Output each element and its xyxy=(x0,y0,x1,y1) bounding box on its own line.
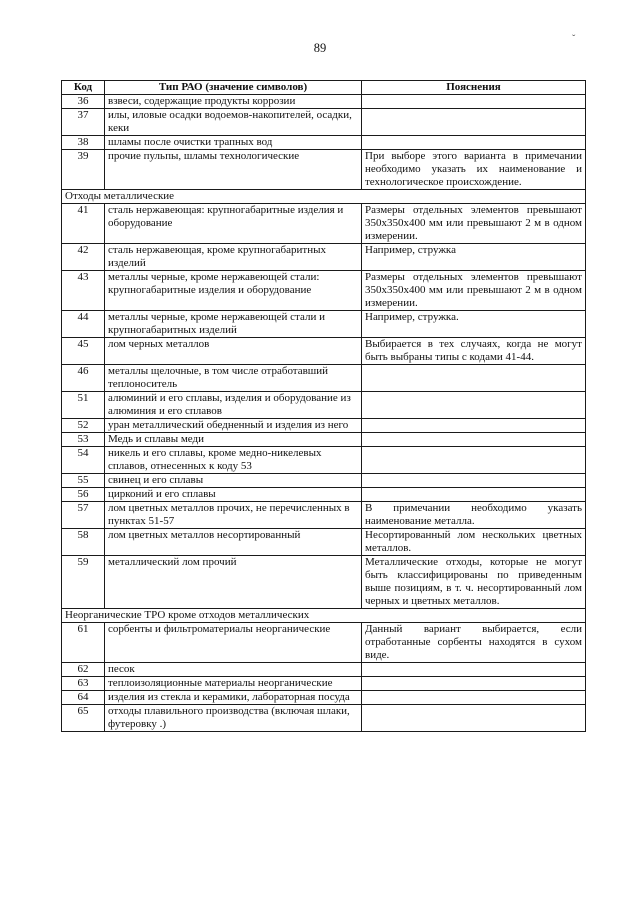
code-cell: 62 xyxy=(62,663,105,677)
type-cell: лом цветных металлов несортированный xyxy=(105,529,362,556)
table-row xyxy=(62,433,586,447)
type-cell: лом цветных металлов прочих, не перечисленных в пунктах 51-57 xyxy=(105,502,362,529)
note-cell: Например, стружка xyxy=(362,244,586,271)
code-cell: 55 xyxy=(62,474,105,488)
type-cell: лом черных металлов xyxy=(105,338,362,365)
table-row xyxy=(62,447,586,474)
code-cell: 51 xyxy=(62,392,105,419)
note-cell xyxy=(362,447,586,474)
note-cell xyxy=(362,136,586,150)
code-cell: 56 xyxy=(62,488,105,502)
code-cell: 65 xyxy=(62,705,105,732)
code-cell: 52 xyxy=(62,419,105,433)
code-cell: 37 xyxy=(62,109,105,136)
type-cell: отходы плавильного производства (включая шлаки, футеровку .) xyxy=(105,705,362,732)
code-cell: 38 xyxy=(62,136,105,150)
table-row xyxy=(62,556,586,609)
type-cell: алюминий и его сплавы, изделия и оборудование из алюминия и его сплавов xyxy=(105,392,362,419)
table-row xyxy=(62,271,586,311)
code-cell: 42 xyxy=(62,244,105,271)
table-row xyxy=(62,474,586,488)
code-cell: 63 xyxy=(62,677,105,691)
note-cell: При выборе этого варианта в примечании необходимо указать их наименование и технологическое происхождение. xyxy=(362,150,586,190)
code-cell: 54 xyxy=(62,447,105,474)
code-cell: 43 xyxy=(62,271,105,311)
note-cell xyxy=(362,474,586,488)
table-row xyxy=(62,311,586,338)
table-row xyxy=(62,623,586,663)
type-cell: взвеси, содержащие продукты коррозии xyxy=(105,95,362,109)
note-cell xyxy=(362,109,586,136)
table-row xyxy=(62,502,586,529)
header-type: Тип РАО (значение символов) xyxy=(105,81,362,95)
note-cell xyxy=(362,691,586,705)
section-row xyxy=(62,190,586,204)
type-cell: металлы щелочные, в том числе отработавший теплоноситель xyxy=(105,365,362,392)
table-row xyxy=(62,338,586,365)
code-cell: 39 xyxy=(62,150,105,190)
note-cell: Данный вариант выбирается, если отработанные сорбенты находятся в сухом виде. xyxy=(362,623,586,663)
table-row xyxy=(62,392,586,419)
table-row xyxy=(62,136,586,150)
note-cell xyxy=(362,392,586,419)
table-row xyxy=(62,244,586,271)
note-cell: Выбирается в тех случаях, когда не могут быть выбраны типы с кодами 41-44. xyxy=(362,338,586,365)
note-cell xyxy=(362,677,586,691)
table-row xyxy=(62,109,586,136)
note-cell xyxy=(362,705,586,732)
type-cell: сталь нержавеющая, кроме крупногабаритных изделий xyxy=(105,244,362,271)
type-cell: шламы после очистки трапных вод xyxy=(105,136,362,150)
type-cell: теплоизоляционные материалы неорганические xyxy=(105,677,362,691)
type-cell: металлы черные, кроме нержавеющей стали и крупногабаритных изделий xyxy=(105,311,362,338)
rao-type-table xyxy=(61,80,586,732)
code-cell: 64 xyxy=(62,691,105,705)
table-row xyxy=(62,705,586,732)
type-cell: металлы черные, кроме нержавеющей стали: крупногабаритные изделия и оборудование xyxy=(105,271,362,311)
code-cell: 46 xyxy=(62,365,105,392)
type-cell: цирконий и его сплавы xyxy=(105,488,362,502)
table-row xyxy=(62,663,586,677)
code-cell: 44 xyxy=(62,311,105,338)
type-cell: сталь нержавеющая: крупногабаритные изделия и оборудование xyxy=(105,204,362,244)
code-cell: 58 xyxy=(62,529,105,556)
note-cell xyxy=(362,419,586,433)
type-cell: никель и его сплавы, кроме медно-никелевых сплавов, отнесенных к коду 53 xyxy=(105,447,362,474)
type-cell: металлический лом прочий xyxy=(105,556,362,609)
type-cell: песок xyxy=(105,663,362,677)
type-cell: свинец и его сплавы xyxy=(105,474,362,488)
note-cell: Несортированный лом нескольких цветных металлов. xyxy=(362,529,586,556)
type-cell: прочие пульпы, шламы технологические xyxy=(105,150,362,190)
type-cell: Медь и сплавы меди xyxy=(105,433,362,447)
note-cell: В примечании необходимо указать наименование металла. xyxy=(362,502,586,529)
note-cell xyxy=(362,433,586,447)
note-cell: Металлические отходы, которые не могут быть классифицированы по приведенным выше позициям, в т. ч. несортированный лом черных и цветных металлов. xyxy=(362,556,586,609)
section-row xyxy=(62,609,586,623)
note-cell xyxy=(362,488,586,502)
code-cell: 57 xyxy=(62,502,105,529)
scan-speck: ˇ xyxy=(572,34,576,45)
table-row xyxy=(62,677,586,691)
note-cell xyxy=(362,95,586,109)
table-row xyxy=(62,365,586,392)
table-row xyxy=(62,488,586,502)
note-cell: Например, стружка. xyxy=(362,311,586,338)
table-row xyxy=(62,529,586,556)
section-title: Отходы металлические xyxy=(62,190,586,204)
code-cell: 53 xyxy=(62,433,105,447)
note-cell xyxy=(362,663,586,677)
table-row xyxy=(62,204,586,244)
type-cell: илы, иловые осадки водоемов-накопителей, осадки, кеки xyxy=(105,109,362,136)
table-row xyxy=(62,150,586,190)
table-row xyxy=(62,691,586,705)
note-cell: Размеры отдельных элементов превышают 350x350x400 мм или превышают 2 м в одном измерении. xyxy=(362,271,586,311)
type-cell: уран металлический обедненный и изделия из него xyxy=(105,419,362,433)
table-body xyxy=(62,95,586,732)
code-cell: 61 xyxy=(62,623,105,663)
header-code: Код xyxy=(62,81,105,95)
code-cell: 41 xyxy=(62,204,105,244)
code-cell: 59 xyxy=(62,556,105,609)
page-number: 89 xyxy=(313,41,327,55)
section-title: Неорганические ТРО кроме отходов металлических xyxy=(62,609,586,623)
code-cell: 36 xyxy=(62,95,105,109)
table-row xyxy=(62,419,586,433)
type-cell: изделия из стекла и керамики, лабораторная посуда xyxy=(105,691,362,705)
note-cell xyxy=(362,365,586,392)
table-header-row xyxy=(62,81,586,95)
table-row xyxy=(62,95,586,109)
header-notes: Пояснения xyxy=(362,81,586,95)
type-cell: сорбенты и фильтроматериалы неорганические xyxy=(105,623,362,663)
code-cell: 45 xyxy=(62,338,105,365)
note-cell: Размеры отдельных элементов превышают 350x350x400 мм или превышают 2 м в одном измерении. xyxy=(362,204,586,244)
